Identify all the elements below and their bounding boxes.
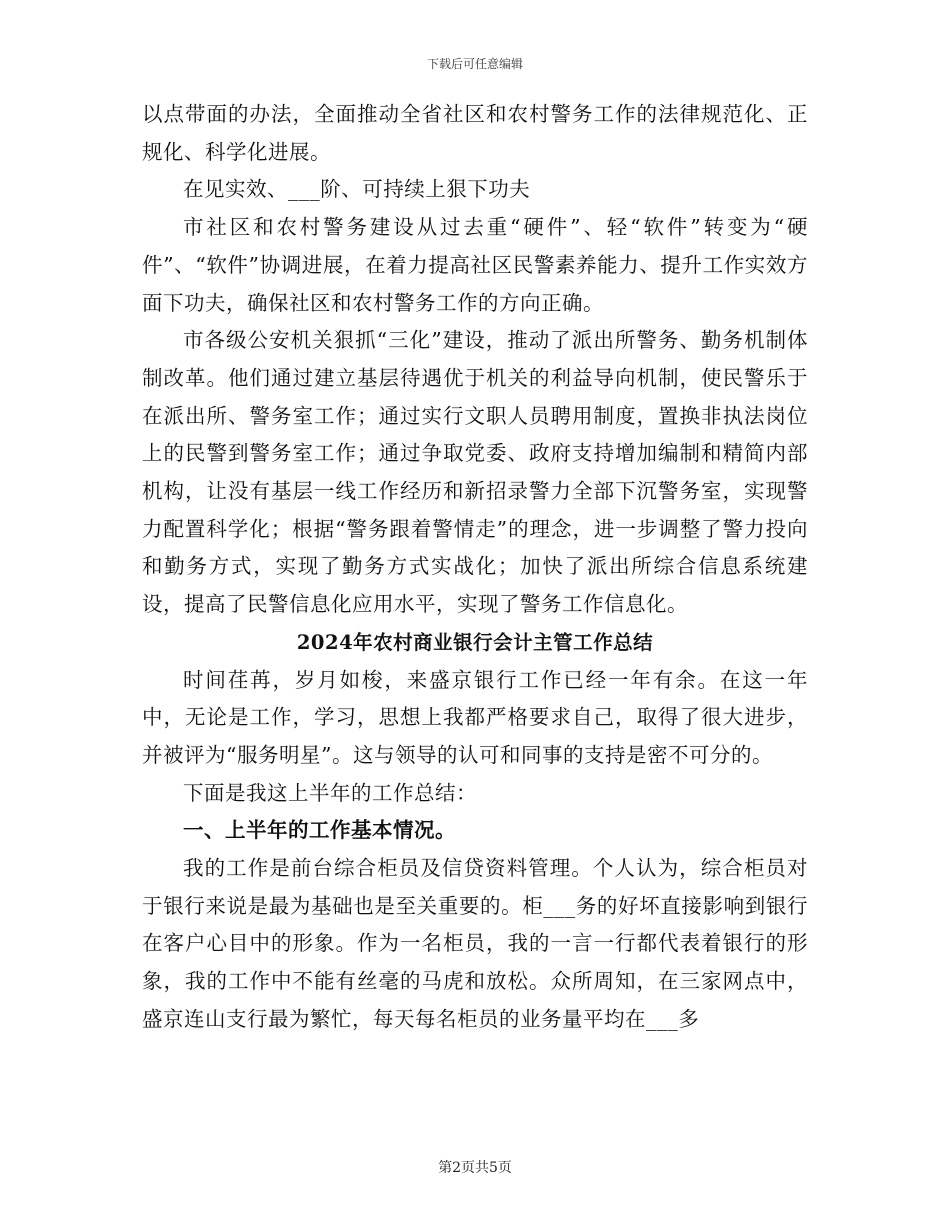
paragraph-1: 以点带面的办法，全面推动全省社区和农村警务工作的法律规范化、正规化、科学化进展。 bbox=[142, 102, 808, 164]
paragraph-3: 市社区和农村警务建设从过去重“硬件”、轻“软件”转变为“硬件”、“软件”协调进展，在着力提高社区民警素养能力、提升工作实效方面下功夫，确保社区和农村警务工作的方向正确。 bbox=[142, 215, 808, 315]
paragraph-4: 市各级公安机关狠抓“三化”建设，推动了派出所警务、勤务机制体制改革。他们通过建立基层待遇优于机关的利益导向机制，使民警乐于在派出所、警务室工作；通过实行文职人员聘用制度，置换非执法岗位上的民警到警务室工作；通过争取党委、政府支持增加编制和精简内部机构，让没有基层一线工作经历和新招录警力全部下沉警务室，实现警力配置科学化；根据“警务跟着警情走”的理念，进一步调整了警力投向和勤务方式，实现了勤务方式实战化；加快了派出所综合信息系统建设，提高了民警信息化应用水平，实现了警务工作信息化。 bbox=[142, 328, 808, 617]
section-heading-1: 一、上半年的工作基本情况。 bbox=[183, 818, 456, 843]
document-body bbox=[142, 96, 808, 1039]
paragraph-7: 我的工作是前台综合柜员及信贷资料管理。个人认为，综合柜员对于银行来说是最为基础也是至关重要的。柜___务的好坏直接影响到银行在客户心目中的形象。作为一名柜员，我的一言一行都代表着银行的形象，我的工作中不能有丝毫的马虎和放松。众所周知，在三家网点中，盛京连山支行最为繁忙，每天每名柜员的业务量平均在___多 bbox=[142, 856, 808, 1031]
paragraph-2: 在见实效、___阶、可持续上狠下功夫 bbox=[183, 177, 531, 202]
paragraph-5: 时间荏苒，岁月如梭，来盛京银行工作已经一年有余。在这一年中，无论是工作，学习，思想上我都严格要求自己，取得了很大进步，并被评为“服务明星”。这与领导的认可和同事的支持是密不可分的。 bbox=[142, 667, 808, 767]
paragraph-6: 下面是我这上半年的工作总结： bbox=[183, 780, 477, 805]
document-title: 2024年农村商业银行会计主管工作总结 bbox=[296, 630, 654, 654]
page-footer: 第2页共5页 bbox=[438, 1160, 512, 1176]
page-header: 下载后可任意编辑 bbox=[426, 57, 523, 71]
